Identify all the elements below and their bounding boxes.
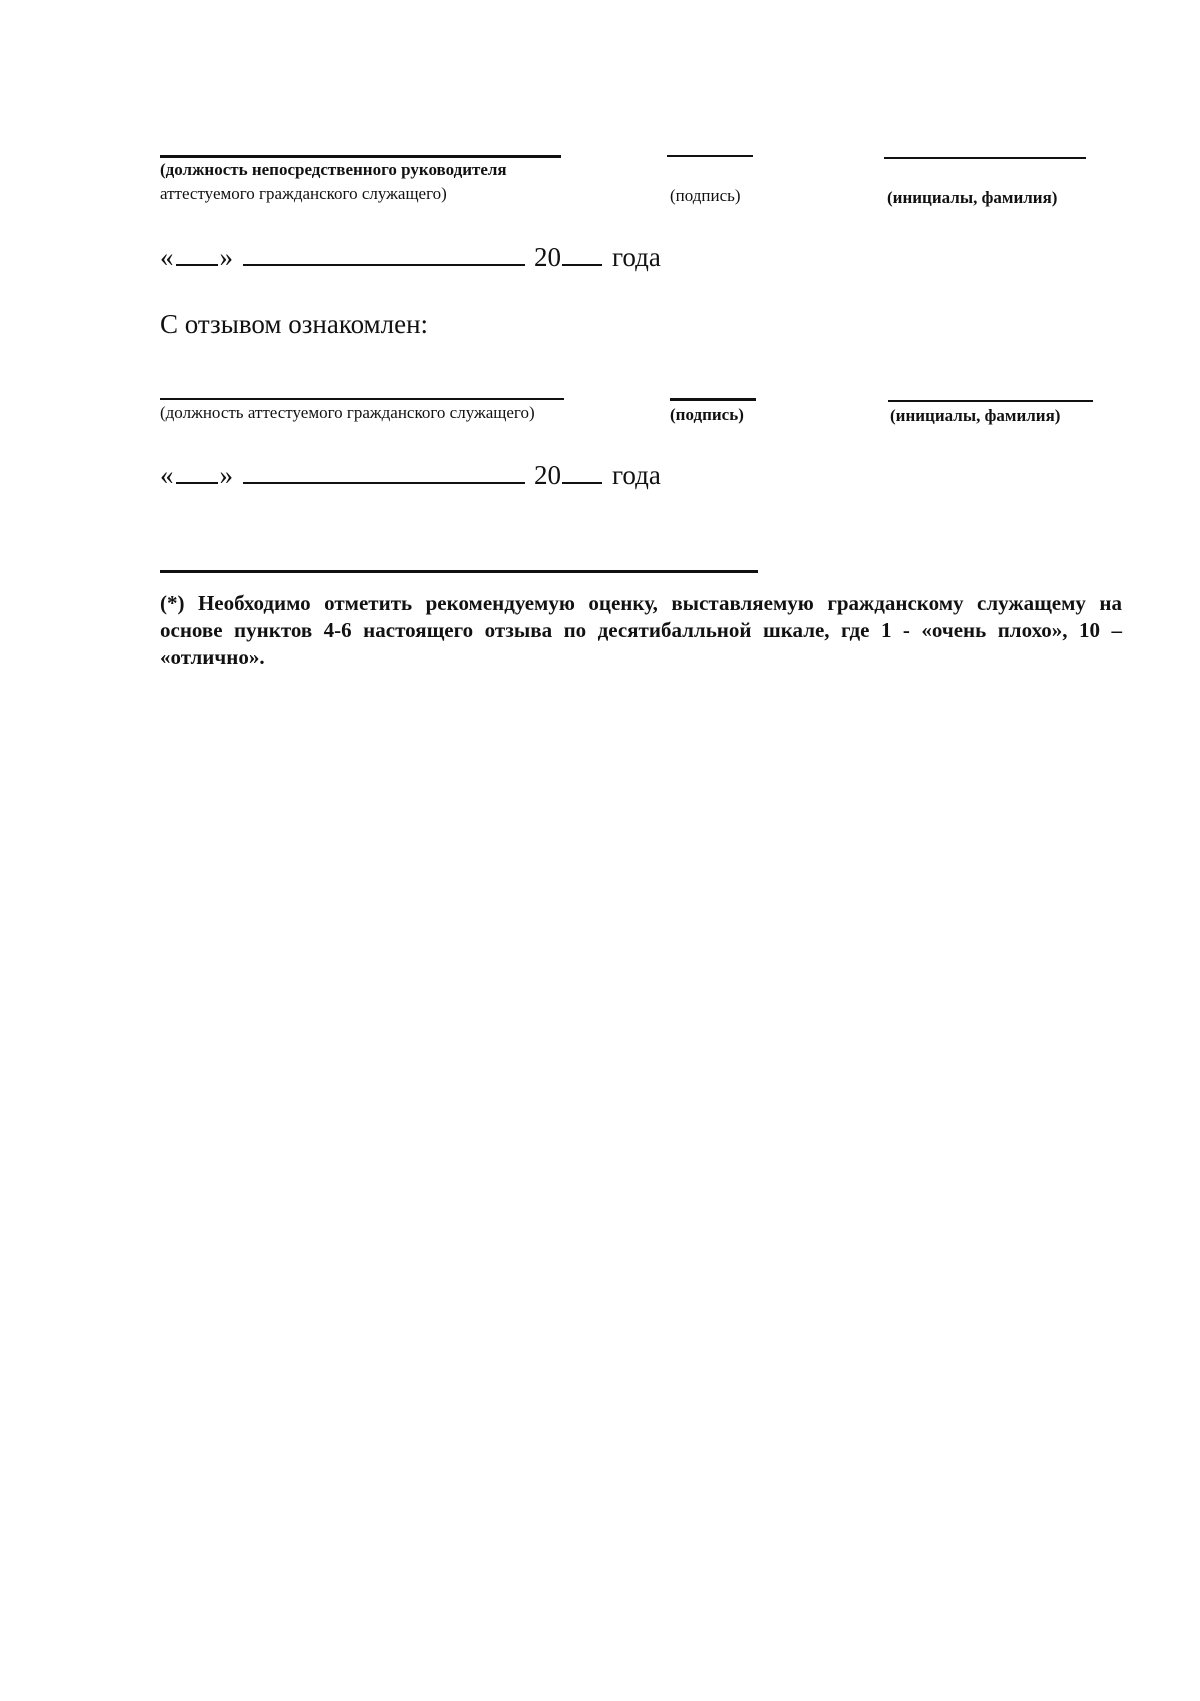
footnote-text: (*) Необходимо отметить рекомендуемую оценку, выставляемую гражданскому служащему на основе пунктов 4-6 настоящего отзыва по десятибалльной шкале, где 1 - «очень плохо», 10 – «отлично».	[160, 591, 1122, 669]
year-prefix: 20	[534, 460, 561, 490]
employee-signature-caption: (подпись)	[670, 405, 744, 424]
footnote-separator	[160, 570, 758, 573]
supervisor-position-line	[160, 155, 561, 158]
year-blank	[562, 458, 602, 484]
employee-name-caption: (инициалы, фамилия)	[890, 406, 1061, 425]
supervisor-signature-caption: (подпись)	[670, 186, 741, 205]
employee-position-caption: (должность аттестуемого гражданского служащего)	[160, 403, 535, 422]
employee-signature-line	[670, 398, 756, 401]
supervisor-signature-line	[667, 155, 753, 157]
year-word: года	[612, 460, 661, 490]
day-blank	[176, 458, 218, 484]
date-close-quote: »	[219, 242, 233, 272]
day-blank	[176, 240, 218, 266]
supervisor-position-caption-line2: аттестуемого гражданского служащего)	[160, 184, 447, 203]
supervisor-name-caption: (инициалы, фамилия)	[887, 188, 1058, 207]
date-row-1	[160, 240, 661, 273]
employee-position-line	[160, 398, 564, 400]
acknowledged-heading: С отзывом ознакомлен:	[160, 309, 429, 339]
year-prefix: 20	[534, 242, 561, 272]
year-word: года	[612, 242, 661, 272]
date-open-quote: «	[160, 460, 174, 490]
date-close-quote: »	[219, 460, 233, 490]
employee-name-line	[888, 400, 1093, 402]
date-row-2	[160, 458, 661, 491]
month-blank	[243, 458, 525, 484]
month-blank	[243, 240, 525, 266]
supervisor-name-line	[884, 157, 1086, 159]
date-open-quote: «	[160, 242, 174, 272]
year-blank	[562, 240, 602, 266]
supervisor-position-caption-line1: (должность непосредственного руководителя	[160, 160, 507, 179]
